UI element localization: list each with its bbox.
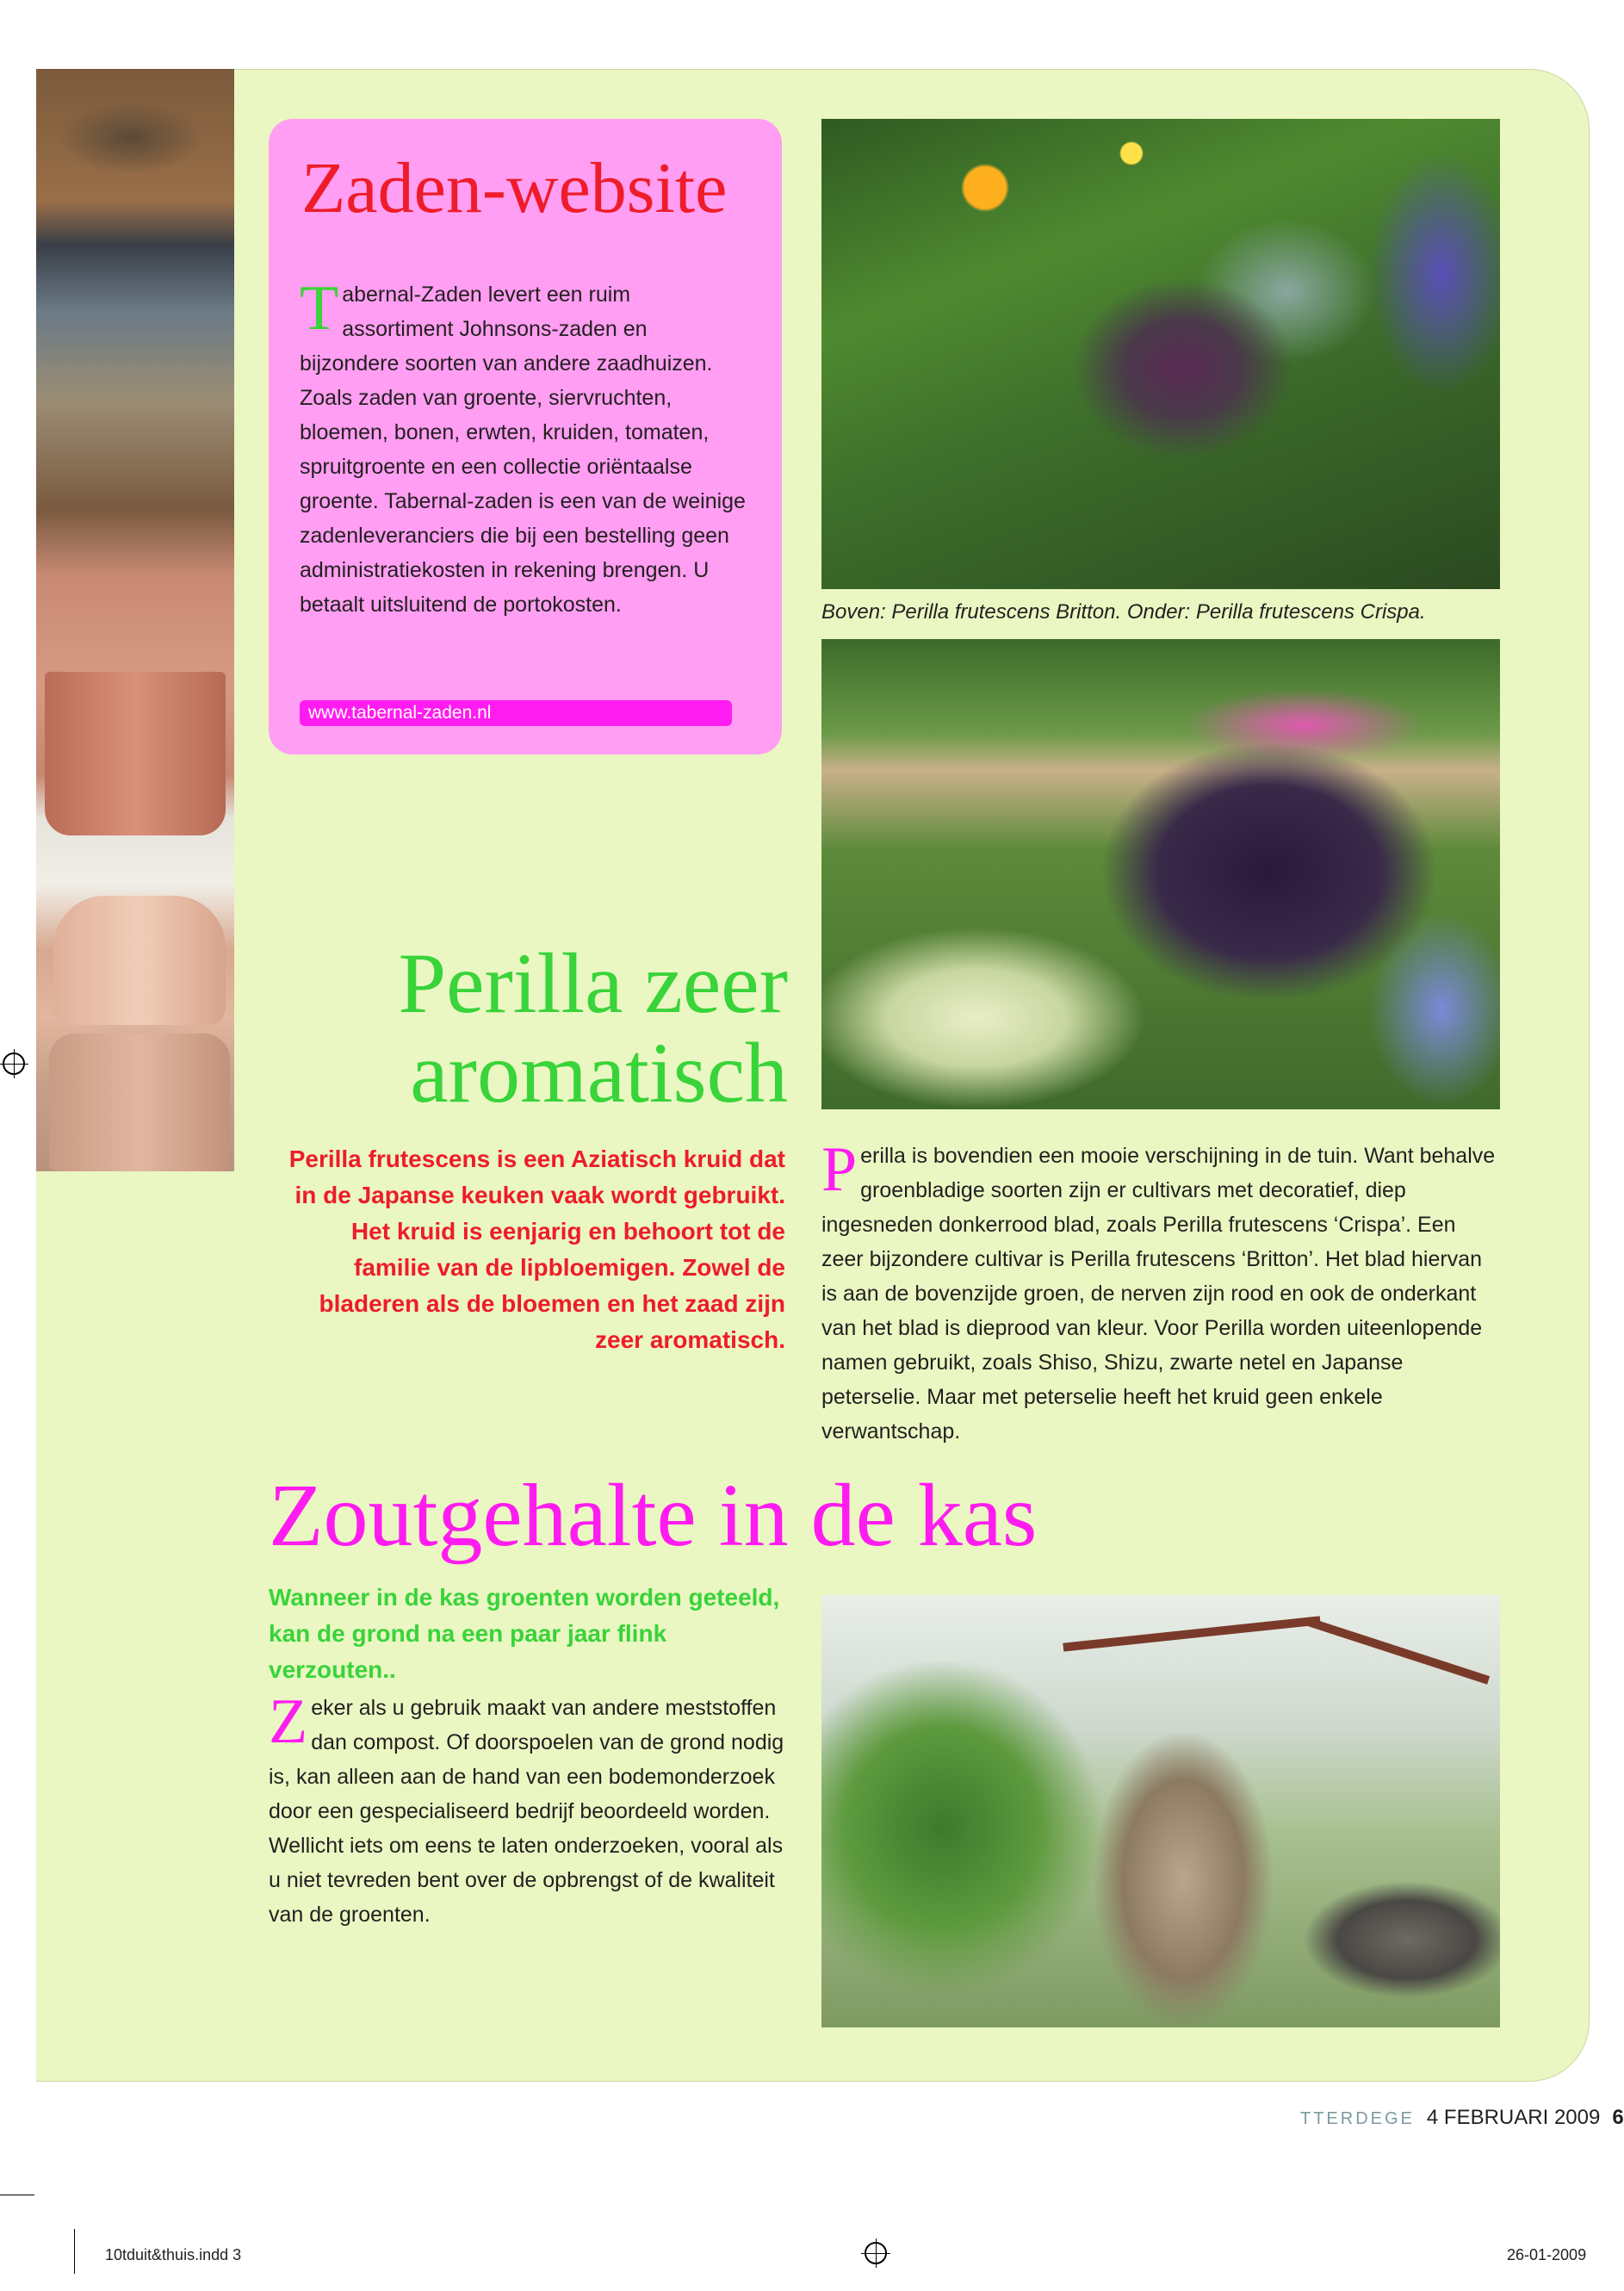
pottery-photo xyxy=(36,69,234,1171)
greenhouse-photo xyxy=(821,1595,1500,2027)
perilla-heading-line2: aromatisch xyxy=(410,1025,788,1121)
terracotta-pot-shape xyxy=(53,896,226,1025)
perilla-crispa-photo xyxy=(821,639,1500,1109)
terracotta-pot-shape xyxy=(45,672,226,835)
perilla-body xyxy=(821,1134,1502,1449)
perilla-heading xyxy=(258,935,788,1121)
photo-caption: Boven: Perilla frutescens Britton. Onder: Perilla frutescens Crispa. xyxy=(821,600,1426,624)
issue-date: 4 FEBRUARI 2009 xyxy=(1426,2106,1601,2129)
perilla-britton-photo xyxy=(821,119,1500,589)
slug-date: 26-01-2009 xyxy=(1507,2246,1587,2263)
drop-cap: P xyxy=(821,1134,858,1205)
seeds-website-url[interactable]: www.tabernal-zaden.nl xyxy=(300,700,732,726)
seeds-website-title: Zaden-website xyxy=(301,148,728,228)
seeds-website-paragraph: abernal-Zaden levert een ruim assortiment Johnsons-zaden en bijzondere soorten van andere zaadhuizen. Zoals zaden van groente, siervruchten, bloemen, bonen, erwten, kruiden, tomaten, spruitgroente en een collectie oriëntaalse groente. Tabernal-zaden is een van de weinige zadenleveranciers die bij een bestelling geen administratiekosten in rekening brengen. U betaalt uitsluitend de portokosten. xyxy=(300,282,746,617)
crop-mark xyxy=(74,2229,75,2274)
page-number: 6 xyxy=(1612,2106,1624,2129)
greenhouse-frame-shape xyxy=(1307,1617,1490,1684)
salt-paragraph: eker als u gebruik maakt van andere meststoffen dan compost. Of doorspoelen van de grond nodig is, kan alleen aan de hand van een bodemonderzoek door een gespecialiseerd bedrijf beoordeeld worden. Wellicht iets om eens te laten onderzoeken, vooral als u niet tevreden bent over de opbrengst of de kwaliteit van de groenten. xyxy=(269,1696,784,1927)
registration-mark-icon xyxy=(865,2242,887,2264)
magazine-name: TTERDEGE xyxy=(1300,2109,1415,2128)
terracotta-pot-shape xyxy=(49,1034,230,1171)
registration-mark-icon xyxy=(3,1052,25,1075)
seeds-website-text xyxy=(300,273,747,622)
page-footer xyxy=(1300,2106,1624,2130)
drop-cap: T xyxy=(300,273,339,344)
salt-body xyxy=(269,1686,785,1932)
perilla-heading-line1: Perilla zeer xyxy=(398,935,788,1031)
slug-filename: 10tduit&thuis.indd 3 xyxy=(105,2246,242,2263)
salt-lead: Wanneer in de kas groenten worden geteeld, kan de grond na een paar jaar flink verzouten.. xyxy=(269,1584,780,1683)
perilla-lead: Perilla frutescens is een Aziatisch kruid dat in de Japanse keuken vaak wordt gebruikt. Het kruid is eenjarig en behoort tot de familie van de lipbloemigen. Zowel de bladeren als de bloemen en het zaad zijn zeer aromatisch. xyxy=(288,1146,785,1353)
perilla-paragraph: erilla is bovendien een mooie verschijning in de tuin. Want behalve groenbladige soorten zijn er cultivars met decoratief, diep ingesneden donkerrood blad, zoals Perilla frutescens ‘Crispa’. Een zeer bijzondere cultivar is Perilla frutescens ‘Britton’. Het blad hiervan is aan de bovenzijde groen, de nerven zijn rood en ook de onderkant van het blad is dieprood van kleur. Voor Perilla worden uiteenlopende namen gebruikt, zoals Shiso, Shizu, zwarte netel en Japanse peterselie. Maar met peterselie heeft het kruid geen enkele verwantschap. xyxy=(821,1144,1496,1444)
drop-cap: Z xyxy=(269,1686,308,1757)
greenhouse-frame-shape xyxy=(1063,1616,1320,1651)
salt-heading: Zoutgehalte in de kas xyxy=(269,1466,1038,1565)
